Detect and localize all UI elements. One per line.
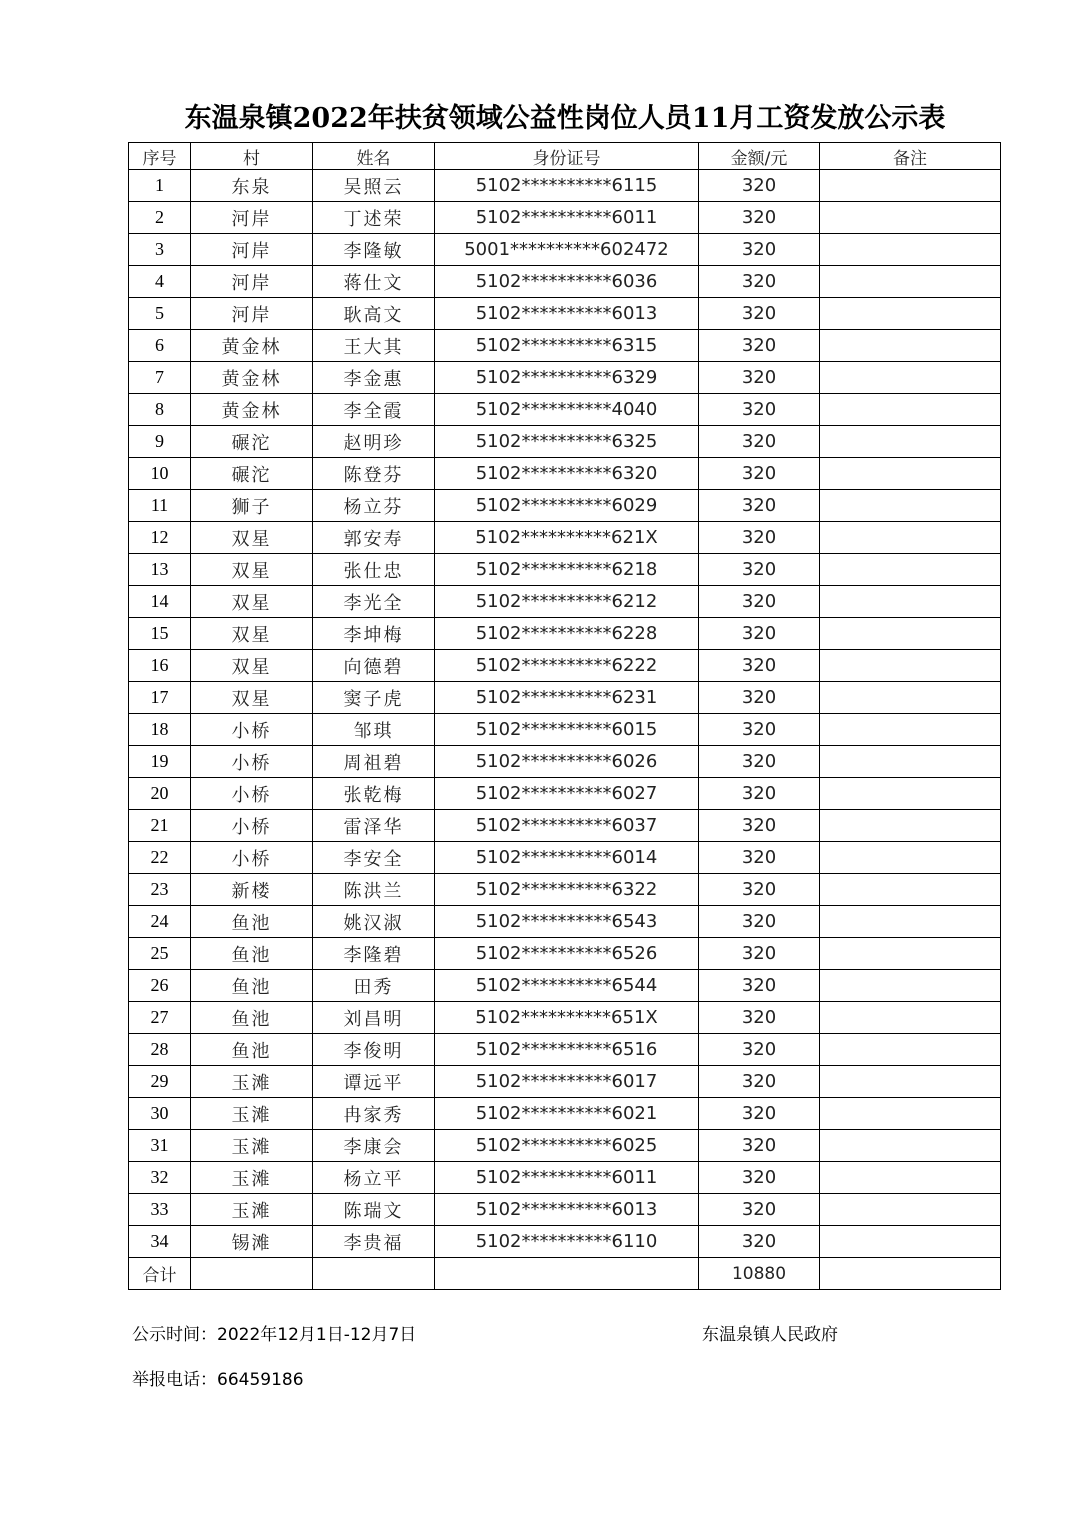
table-row	[129, 938, 1001, 970]
cell-note	[820, 906, 1001, 938]
cell-name: 李贵福	[313, 1226, 435, 1258]
cell-amount: 320	[699, 650, 820, 682]
table-row	[129, 714, 1001, 746]
cell-note	[820, 330, 1001, 362]
cell-note	[820, 1066, 1001, 1098]
cell-id-number: 5102**********6320	[435, 458, 699, 490]
header-village: 村	[191, 143, 313, 170]
cell-id-number: 5102**********6325	[435, 426, 699, 458]
cell-amount: 320	[699, 1130, 820, 1162]
cell-name: 张仕忠	[313, 554, 435, 586]
cell-village: 鱼池	[191, 1034, 313, 1066]
cell-name: 杨立芬	[313, 490, 435, 522]
cell-id-number: 5102**********6027	[435, 778, 699, 810]
table-row	[129, 842, 1001, 874]
cell-id-number: 5102**********6011	[435, 1162, 699, 1194]
cell-seq: 12	[129, 522, 191, 554]
cell-note	[820, 202, 1001, 234]
cell-seq: 7	[129, 362, 191, 394]
cell-amount: 320	[699, 234, 820, 266]
cell-village: 东泉	[191, 170, 313, 202]
cell-seq: 17	[129, 682, 191, 714]
cell-name: 向德碧	[313, 650, 435, 682]
cell-village: 黄金林	[191, 394, 313, 426]
cell-seq: 32	[129, 1162, 191, 1194]
cell-amount: 320	[699, 746, 820, 778]
cell-note	[820, 938, 1001, 970]
cell-id-number: 5102**********6228	[435, 618, 699, 650]
cell-seq: 26	[129, 970, 191, 1002]
cell-note	[820, 650, 1001, 682]
cell-note	[820, 522, 1001, 554]
cell-name: 田秀	[313, 970, 435, 1002]
cell-village: 玉滩	[191, 1162, 313, 1194]
table-row	[129, 650, 1001, 682]
cell-seq: 21	[129, 810, 191, 842]
cell-seq: 29	[129, 1066, 191, 1098]
cell-amount: 320	[699, 1034, 820, 1066]
cell-name: 丁述荣	[313, 202, 435, 234]
cell-amount: 320	[699, 778, 820, 810]
total-empty-cell	[191, 1258, 313, 1290]
cell-village: 河岸	[191, 202, 313, 234]
cell-amount: 320	[699, 586, 820, 618]
cell-name: 李康会	[313, 1130, 435, 1162]
cell-village: 小桥	[191, 810, 313, 842]
table-row	[129, 1066, 1001, 1098]
cell-id-number: 5102**********6037	[435, 810, 699, 842]
cell-village: 玉滩	[191, 1098, 313, 1130]
cell-amount: 320	[699, 1226, 820, 1258]
cell-amount: 320	[699, 810, 820, 842]
cell-id-number: 5102**********6013	[435, 298, 699, 330]
publish-time: 公示时间：2022年12月1日-12月7日	[132, 1325, 417, 1345]
cell-name: 陈登芬	[313, 458, 435, 490]
cell-amount: 320	[699, 298, 820, 330]
report-hotline: 举报电话：66459186	[132, 1370, 304, 1390]
cell-seq: 9	[129, 426, 191, 458]
cell-note	[820, 298, 1001, 330]
cell-id-number: 5102**********6029	[435, 490, 699, 522]
table-row	[129, 490, 1001, 522]
table-row	[129, 1130, 1001, 1162]
cell-id-number: 5102**********6544	[435, 970, 699, 1002]
cell-seq: 24	[129, 906, 191, 938]
table-row	[129, 1034, 1001, 1066]
cell-note	[820, 490, 1001, 522]
cell-id-number: 5102**********6115	[435, 170, 699, 202]
cell-id-number: 5102**********6322	[435, 874, 699, 906]
cell-seq: 23	[129, 874, 191, 906]
cell-name: 李光全	[313, 586, 435, 618]
table-row	[129, 746, 1001, 778]
cell-village: 河岸	[191, 298, 313, 330]
cell-name: 耿高文	[313, 298, 435, 330]
cell-note	[820, 746, 1001, 778]
cell-id-number: 5102**********6315	[435, 330, 699, 362]
cell-name: 窦子虎	[313, 682, 435, 714]
cell-seq: 27	[129, 1002, 191, 1034]
cell-village: 鱼池	[191, 938, 313, 970]
cell-note	[820, 362, 1001, 394]
table-row	[129, 170, 1001, 202]
cell-note	[820, 682, 1001, 714]
table-row	[129, 682, 1001, 714]
cell-amount: 320	[699, 394, 820, 426]
header-note: 备注	[820, 143, 1001, 170]
cell-amount: 320	[699, 938, 820, 970]
cell-name: 刘昌明	[313, 1002, 435, 1034]
cell-seq: 2	[129, 202, 191, 234]
table-row	[129, 778, 1001, 810]
total-label: 合计	[129, 1258, 191, 1290]
cell-note	[820, 1162, 1001, 1194]
cell-seq: 30	[129, 1098, 191, 1130]
cell-seq: 31	[129, 1130, 191, 1162]
cell-seq: 20	[129, 778, 191, 810]
cell-seq: 11	[129, 490, 191, 522]
cell-village: 小桥	[191, 842, 313, 874]
cell-name: 陈瑞文	[313, 1194, 435, 1226]
cell-amount: 320	[699, 490, 820, 522]
table-row	[129, 522, 1001, 554]
cell-amount: 320	[699, 458, 820, 490]
table-row	[129, 1098, 1001, 1130]
cell-seq: 4	[129, 266, 191, 298]
table-row	[129, 618, 1001, 650]
cell-village: 锡滩	[191, 1226, 313, 1258]
cell-seq: 3	[129, 234, 191, 266]
table-row	[129, 554, 1001, 586]
cell-amount: 320	[699, 1098, 820, 1130]
cell-name: 姚汉淑	[313, 906, 435, 938]
cell-id-number: 5102**********6329	[435, 362, 699, 394]
cell-id-number: 5102**********6516	[435, 1034, 699, 1066]
cell-id-number: 5001**********602472	[435, 234, 699, 266]
cell-seq: 22	[129, 842, 191, 874]
cell-name: 李安全	[313, 842, 435, 874]
cell-amount: 320	[699, 842, 820, 874]
cell-note	[820, 554, 1001, 586]
cell-village: 黄金林	[191, 362, 313, 394]
cell-seq: 8	[129, 394, 191, 426]
cell-village: 河岸	[191, 234, 313, 266]
cell-village: 双星	[191, 650, 313, 682]
cell-id-number: 5102**********6025	[435, 1130, 699, 1162]
table-header-row	[129, 143, 1001, 170]
cell-note	[820, 1098, 1001, 1130]
cell-village: 黄金林	[191, 330, 313, 362]
cell-village: 鱼池	[191, 906, 313, 938]
cell-id-number: 5102**********6218	[435, 554, 699, 586]
cell-village: 鱼池	[191, 1002, 313, 1034]
issuer: 东温泉镇人民政府	[702, 1325, 838, 1345]
cell-village: 玉滩	[191, 1130, 313, 1162]
cell-village: 玉滩	[191, 1066, 313, 1098]
cell-id-number: 5102**********4040	[435, 394, 699, 426]
cell-id-number: 5102**********6036	[435, 266, 699, 298]
header-seq: 序号	[129, 143, 191, 170]
cell-name: 冉家秀	[313, 1098, 435, 1130]
cell-village: 玉滩	[191, 1194, 313, 1226]
cell-name: 赵明珍	[313, 426, 435, 458]
cell-village: 狮子	[191, 490, 313, 522]
cell-amount: 320	[699, 906, 820, 938]
cell-amount: 320	[699, 362, 820, 394]
table-row	[129, 810, 1001, 842]
table-body	[129, 170, 1001, 1258]
cell-village: 双星	[191, 586, 313, 618]
table-row	[129, 1226, 1001, 1258]
cell-village: 双星	[191, 618, 313, 650]
cell-village: 双星	[191, 554, 313, 586]
cell-id-number: 5102**********6013	[435, 1194, 699, 1226]
cell-village: 鱼池	[191, 970, 313, 1002]
cell-village: 双星	[191, 522, 313, 554]
table-row	[129, 874, 1001, 906]
cell-note	[820, 1194, 1001, 1226]
cell-name: 杨立平	[313, 1162, 435, 1194]
table-row	[129, 970, 1001, 1002]
table-row	[129, 394, 1001, 426]
cell-note	[820, 970, 1001, 1002]
cell-seq: 14	[129, 586, 191, 618]
cell-name: 雷泽华	[313, 810, 435, 842]
cell-note	[820, 714, 1001, 746]
cell-note	[820, 618, 1001, 650]
cell-seq: 18	[129, 714, 191, 746]
cell-name: 李坤梅	[313, 618, 435, 650]
cell-village: 碾沱	[191, 458, 313, 490]
table-row	[129, 458, 1001, 490]
cell-amount: 320	[699, 330, 820, 362]
cell-amount: 320	[699, 170, 820, 202]
cell-village: 小桥	[191, 746, 313, 778]
cell-amount: 320	[699, 1066, 820, 1098]
cell-note	[820, 394, 1001, 426]
cell-seq: 28	[129, 1034, 191, 1066]
table-row	[129, 330, 1001, 362]
cell-id-number: 5102**********6110	[435, 1226, 699, 1258]
payroll-table	[128, 142, 1001, 1290]
table-row	[129, 906, 1001, 938]
cell-note	[820, 810, 1001, 842]
cell-name: 邹琪	[313, 714, 435, 746]
cell-note	[820, 1130, 1001, 1162]
table-row	[129, 1194, 1001, 1226]
cell-village: 小桥	[191, 778, 313, 810]
cell-seq: 6	[129, 330, 191, 362]
cell-amount: 320	[699, 554, 820, 586]
cell-amount: 320	[699, 714, 820, 746]
header-id: 身份证号	[435, 143, 699, 170]
total-amount: 10880	[699, 1258, 820, 1290]
cell-seq: 13	[129, 554, 191, 586]
cell-amount: 320	[699, 426, 820, 458]
cell-note	[820, 1034, 1001, 1066]
cell-seq: 15	[129, 618, 191, 650]
cell-id-number: 5102**********6526	[435, 938, 699, 970]
table-row	[129, 234, 1001, 266]
cell-id-number: 5102**********6015	[435, 714, 699, 746]
cell-amount: 320	[699, 874, 820, 906]
cell-seq: 1	[129, 170, 191, 202]
cell-name: 李金惠	[313, 362, 435, 394]
cell-note	[820, 778, 1001, 810]
cell-note	[820, 266, 1001, 298]
cell-name: 谭远平	[313, 1066, 435, 1098]
cell-seq: 16	[129, 650, 191, 682]
cell-id-number: 5102**********6543	[435, 906, 699, 938]
cell-name: 李全霞	[313, 394, 435, 426]
cell-name: 蒋仕文	[313, 266, 435, 298]
header-name: 姓名	[313, 143, 435, 170]
cell-name: 郭安寿	[313, 522, 435, 554]
cell-amount: 320	[699, 970, 820, 1002]
cell-amount: 320	[699, 1194, 820, 1226]
cell-seq: 25	[129, 938, 191, 970]
cell-note	[820, 1002, 1001, 1034]
cell-note	[820, 426, 1001, 458]
cell-seq: 10	[129, 458, 191, 490]
table-row	[129, 586, 1001, 618]
table-row	[129, 426, 1001, 458]
cell-note	[820, 586, 1001, 618]
cell-id-number: 5102**********6011	[435, 202, 699, 234]
total-empty-cell	[313, 1258, 435, 1290]
cell-amount: 320	[699, 1162, 820, 1194]
cell-id-number: 5102**********6014	[435, 842, 699, 874]
cell-id-number: 5102**********6017	[435, 1066, 699, 1098]
cell-amount: 320	[699, 682, 820, 714]
cell-note	[820, 1226, 1001, 1258]
cell-name: 李隆敏	[313, 234, 435, 266]
cell-name: 李俊明	[313, 1034, 435, 1066]
cell-id-number: 5102**********6026	[435, 746, 699, 778]
cell-amount: 320	[699, 618, 820, 650]
cell-note	[820, 458, 1001, 490]
table-row	[129, 202, 1001, 234]
cell-village: 河岸	[191, 266, 313, 298]
cell-name: 陈洪兰	[313, 874, 435, 906]
table-row	[129, 1162, 1001, 1194]
cell-note	[820, 842, 1001, 874]
cell-seq: 5	[129, 298, 191, 330]
page-title: 东温泉镇2022年扶贫领域公益性岗位人员11月工资发放公示表	[184, 103, 946, 134]
cell-id-number: 5102**********6021	[435, 1098, 699, 1130]
cell-name: 张乾梅	[313, 778, 435, 810]
cell-note	[820, 874, 1001, 906]
header-amount: 金额/元	[699, 143, 820, 170]
cell-seq: 34	[129, 1226, 191, 1258]
total-empty-cell	[820, 1258, 1001, 1290]
cell-id-number: 5102**********651X	[435, 1002, 699, 1034]
total-empty-cell	[435, 1258, 699, 1290]
table-row	[129, 1002, 1001, 1034]
cell-name: 李隆碧	[313, 938, 435, 970]
cell-id-number: 5102**********6222	[435, 650, 699, 682]
cell-village: 双星	[191, 682, 313, 714]
cell-name: 王大其	[313, 330, 435, 362]
cell-seq: 33	[129, 1194, 191, 1226]
table-row	[129, 298, 1001, 330]
cell-amount: 320	[699, 1002, 820, 1034]
cell-name: 吴照云	[313, 170, 435, 202]
table-row	[129, 362, 1001, 394]
cell-village: 碾沱	[191, 426, 313, 458]
cell-amount: 320	[699, 522, 820, 554]
cell-id-number: 5102**********6212	[435, 586, 699, 618]
cell-id-number: 5102**********621X	[435, 522, 699, 554]
total-row	[129, 1258, 1001, 1290]
cell-amount: 320	[699, 202, 820, 234]
table-row	[129, 266, 1001, 298]
cell-village: 新楼	[191, 874, 313, 906]
cell-amount: 320	[699, 266, 820, 298]
cell-village: 小桥	[191, 714, 313, 746]
cell-name: 周祖碧	[313, 746, 435, 778]
cell-seq: 19	[129, 746, 191, 778]
cell-id-number: 5102**********6231	[435, 682, 699, 714]
cell-note	[820, 170, 1001, 202]
cell-note	[820, 234, 1001, 266]
